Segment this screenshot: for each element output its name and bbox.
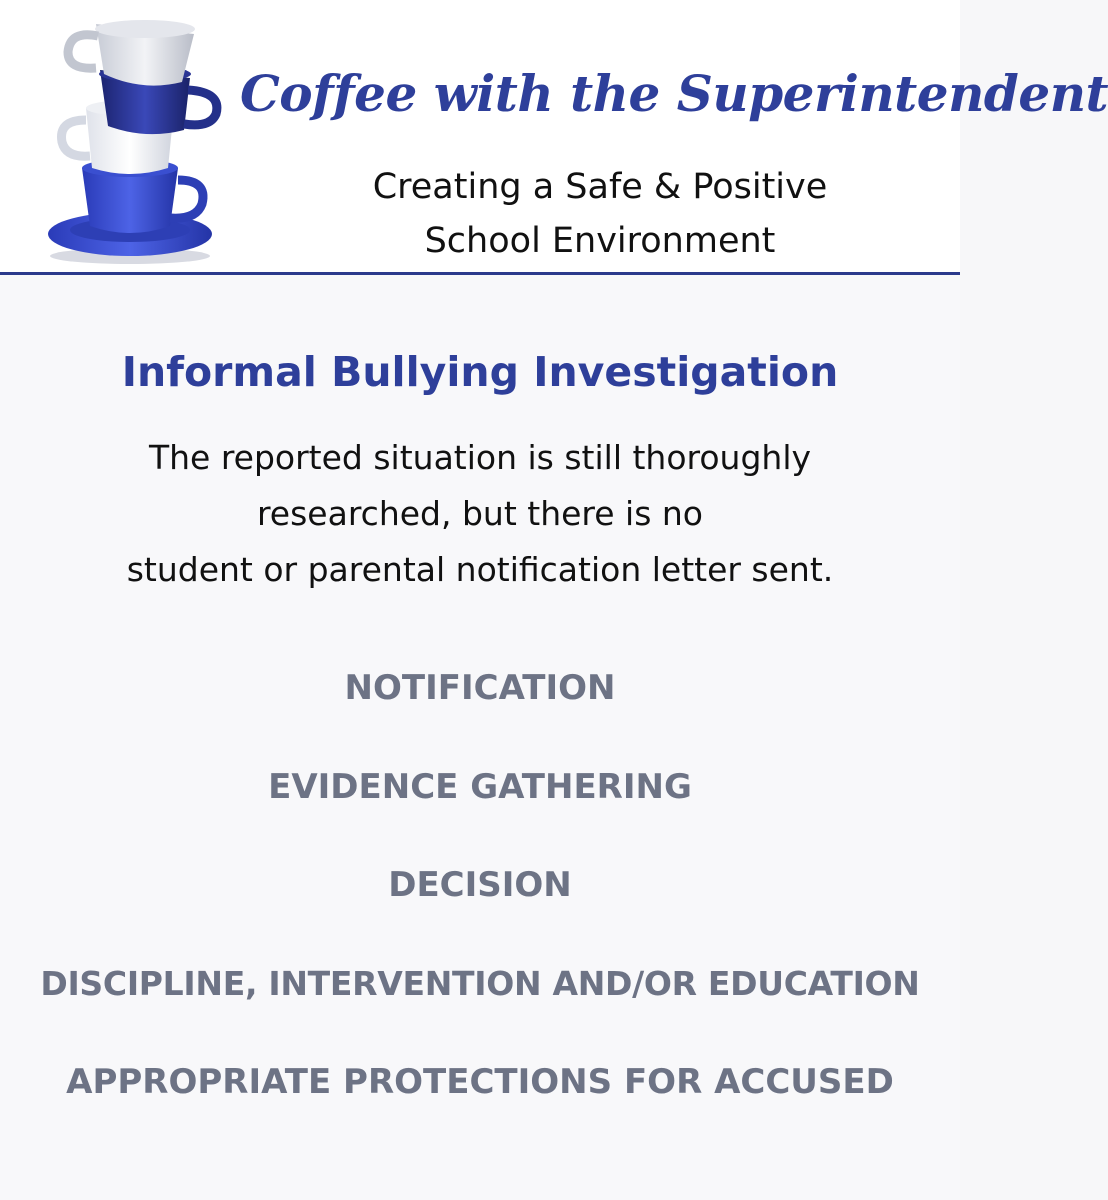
step-decision: DECISION bbox=[388, 865, 572, 905]
brand-subtitle-line: School Environment bbox=[424, 221, 776, 261]
section-description bbox=[0, 430, 960, 598]
description-line: researched, but there is no bbox=[256, 494, 704, 533]
brand-title: Coffee with the Superintendent bbox=[240, 64, 1108, 123]
section-title: Informal Bullying Investigation bbox=[121, 348, 839, 396]
step-evidence-gathering: EVIDENCE GATHERING bbox=[268, 766, 692, 807]
header-banner bbox=[0, 0, 1108, 274]
brand-subtitle-line: Creating a Safe & Positive bbox=[372, 167, 828, 207]
brand-subtitle bbox=[270, 160, 930, 268]
investigation-steps-list bbox=[0, 660, 960, 1153]
step-appropriate-protections: APPROPRIATE PROTECTIONS FOR ACCUSED bbox=[66, 1062, 894, 1102]
header-divider bbox=[0, 272, 960, 275]
step-discipline-intervention-education: DISCIPLINE, INTERVENTION AND/OR EDUCATION bbox=[40, 963, 920, 1003]
description-line: student or parental notification letter sent. bbox=[126, 550, 834, 589]
stacked-coffee-cups-icon bbox=[30, 8, 230, 268]
step-notification: NOTIFICATION bbox=[344, 668, 616, 708]
description-line: The reported situation is still thoroughly bbox=[148, 438, 812, 477]
